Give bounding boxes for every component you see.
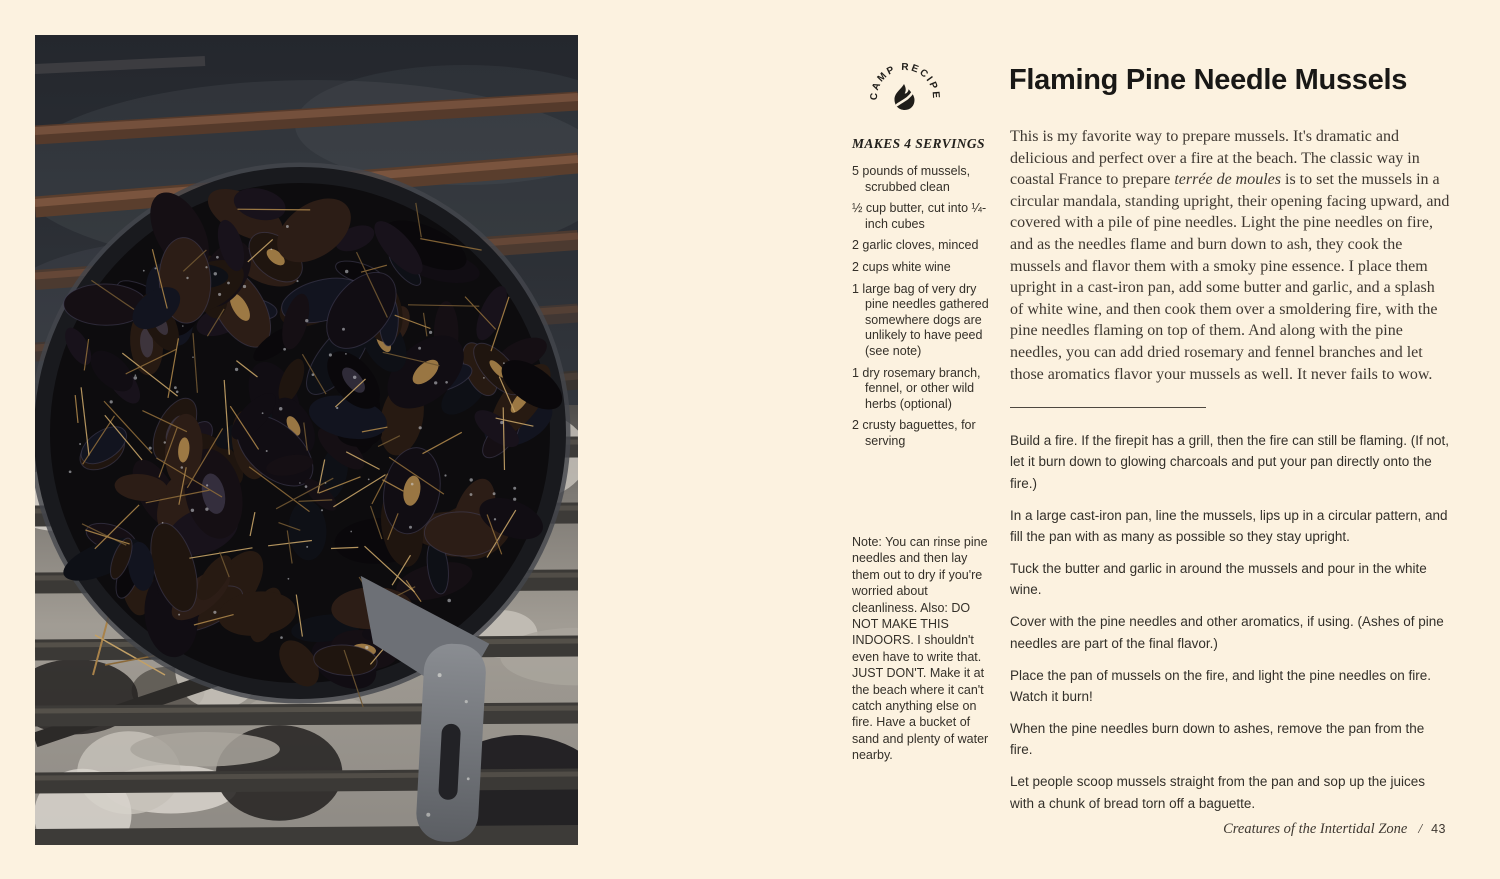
camp-recipe-badge-art xyxy=(866,47,944,125)
step-paragraph: In a large cast-iron pan, line the mussels, lips up in a circular pattern, and fill the pan with as many as possible so they stay upright. xyxy=(1010,507,1448,545)
mussels-photo-illustration xyxy=(35,35,578,845)
ingredient-item: 2 cups white wine xyxy=(852,259,951,274)
ingredient-item: 1 large bag of very dry pine needles gathered somewhere dogs are unlikely to have peed (see note) xyxy=(852,281,989,358)
recipe-title: Flaming Pine Needle Mussels xyxy=(1009,64,1408,96)
ingredient-item: ½ cup butter, cut into ¼-inch cubes xyxy=(852,201,987,231)
ingredients-list xyxy=(852,164,992,456)
page-number: 43 xyxy=(1431,822,1446,836)
step-paragraph: Tuck the butter and garlic in around the mussels and pour in the white wine. xyxy=(1010,561,1427,598)
intro-italic-phrase: terrée de moules xyxy=(1174,171,1281,189)
camp-recipe-badge-label: CAMP RECIPE xyxy=(868,61,942,101)
servings-label: MAKES 4 SERVINGS xyxy=(852,136,985,151)
page-footer xyxy=(1223,821,1446,838)
ingredient-item: 5 pounds of mussels, scrubbed clean xyxy=(852,164,971,194)
step-paragraph: Let people scoop mussels straight from the pan and sop up the juices with a chunk of bread torn off a baguette. xyxy=(1010,774,1425,811)
handle-hole xyxy=(438,723,461,800)
intro-paragraph xyxy=(1010,126,1450,385)
ingredient-item: 2 garlic cloves, minced xyxy=(852,238,979,253)
step-paragraph: Build a fire. If the firepit has a grill, then the fire can still be flaming. (If not, let it burn down to glowing charcoals and put your pan directly onto the fire.) xyxy=(1010,433,1449,491)
intro-text-after: is to set the mussels in a circular mandala, standing upright, their opening facing upward, and covered with a pile of pine needles. Light the pine needles on fire, and as the needles flame and burn down to ash, they cook the mussels and flavor them with a smoky pine essence. I place them upright in a cast-iron pan, add some butter and garlic, and a splash of white wine, and then cook them over a smoldering fire, with the pine needles flaming on top of them. And along with the pine needles, you can add dried rosemary and fennel branches and let those aromatics flavor your mussels as well. It never fails to wow. xyxy=(1010,171,1450,383)
ingredient-item: 1 dry rosemary branch, fennel, or other wild herbs (optional) xyxy=(852,365,981,411)
intro-text-before: This is my favorite way to prepare mussels. It's dramatic and delicious and perfect over a fire at the beach. The classic way in coastal France to prepare xyxy=(1010,128,1420,189)
ingredient-item: 2 crusty baguettes, for serving xyxy=(852,418,976,448)
mussels-photo xyxy=(35,35,578,845)
steps-list xyxy=(1010,430,1450,825)
step-paragraph: When the pine needles burn down to ashes, remove the pan from the fire. xyxy=(1010,720,1425,758)
chapter-title: Creatures of the Intertidal Zone xyxy=(1223,821,1408,837)
camp-recipe-badge xyxy=(866,47,944,125)
note-text: Note: You can rinse pine needles and then lay them out to dry if you're worried about cleanliness. Also: DO NOT MAKE THIS INDOORS. I shouldn't even have to write that. JUST DON'T. Make it at the beach where it can't catch anything else on fire. Have a bucket of sand and plenty of water nearby. xyxy=(852,535,989,763)
footer-separator: / xyxy=(1418,821,1423,836)
step-paragraph: Cover with the pine needles and other aromatics, if using. (Ashes of pine needles are part of the final flavor.) xyxy=(1010,614,1444,651)
section-divider xyxy=(1010,407,1206,408)
step-paragraph: Place the pan of mussels on the fire, and light the pine needles on fire. Watch it burn! xyxy=(1010,667,1432,705)
